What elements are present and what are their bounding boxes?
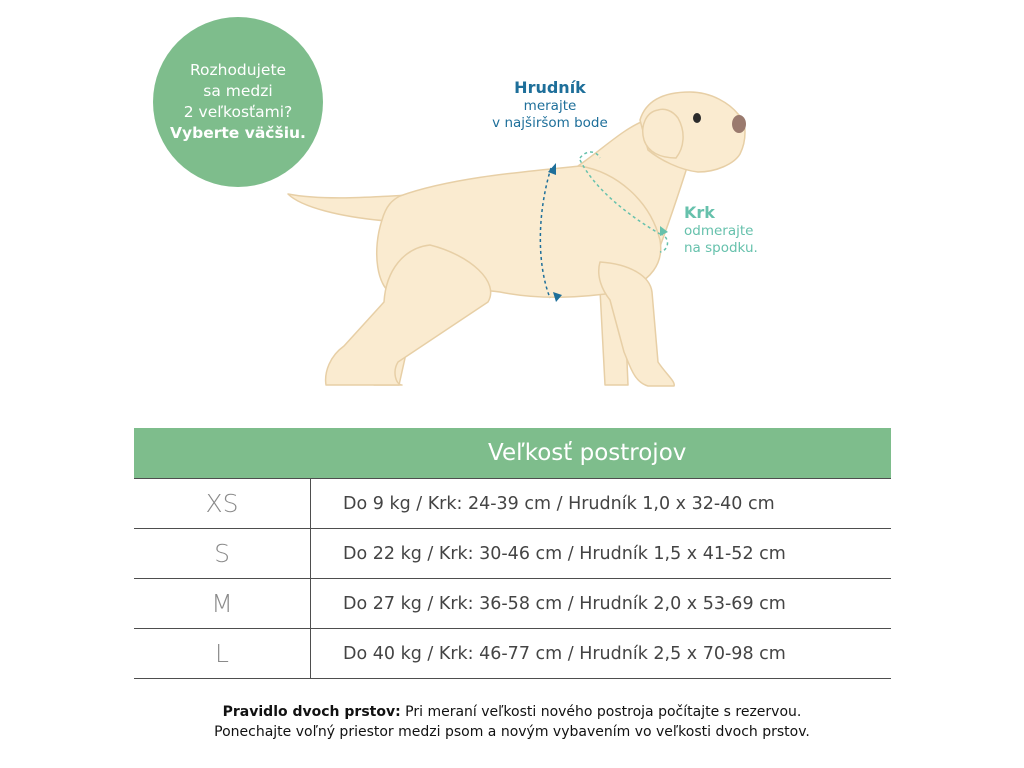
two-finger-rule-note — [0, 702, 1024, 742]
table-header — [134, 428, 891, 479]
table-header-row — [134, 428, 891, 479]
table-row — [134, 579, 891, 629]
spec-cell: Do 9 kg / Krk: 24-39 cm / Hrudník 1,0 x 32-40 cm — [311, 479, 892, 529]
spec-cell: Do 40 kg / Krk: 46-77 cm / Hrudník 2,5 x 70-98 cm — [311, 629, 892, 679]
hint-line-4: Vyberte väčšiu. — [170, 124, 306, 142]
footnote-line-2: Ponechajte voľný priestor medzi psom a novým vybavením vo veľkosti dvoch prstov. — [214, 724, 810, 740]
footnote-line-1 — [0, 702, 1024, 722]
harness-size-table — [134, 428, 891, 679]
chest-line-1: merajte — [523, 98, 577, 114]
table-row — [134, 529, 891, 579]
neck-title: Krk — [684, 203, 715, 222]
table-row — [134, 479, 891, 529]
hint-line-2: sa medzi — [203, 82, 273, 100]
spec-cell: Do 22 kg / Krk: 30-46 cm / Hrudník 1,5 x 41-52 cm — [311, 529, 892, 579]
chest-line-2: v najširšom bode — [492, 115, 608, 131]
size-cell: XS — [134, 479, 311, 529]
hint-line-1: Rozhodujete — [189, 61, 287, 79]
size-cell: M — [134, 579, 311, 629]
table-row — [134, 629, 891, 679]
chest-measure-label — [480, 78, 620, 132]
neck-line-1: odmerajte — [684, 223, 754, 239]
neck-measure-label — [684, 203, 758, 257]
dog-nose — [732, 115, 746, 133]
size-cell: L — [134, 629, 311, 679]
neck-line-2: na spodku. — [684, 240, 758, 256]
table-header-label: Veľkosť postrojov — [488, 440, 687, 466]
footnote-text-1: Pri meraní veľkosti nového postroja počítajte s rezervou. — [400, 704, 802, 720]
footnote-bold: Pravidlo dvoch prstov: — [222, 704, 401, 720]
spec-cell: Do 27 kg / Krk: 36-58 cm / Hrudník 2,0 x 53-69 cm — [311, 579, 892, 629]
size-cell: S — [134, 529, 311, 579]
chest-title: Hrudník — [514, 78, 586, 97]
dog-near-hind-leg — [326, 245, 491, 385]
dog-eye — [693, 113, 701, 123]
hint-line-3: 2 veľkosťami? — [183, 103, 293, 121]
